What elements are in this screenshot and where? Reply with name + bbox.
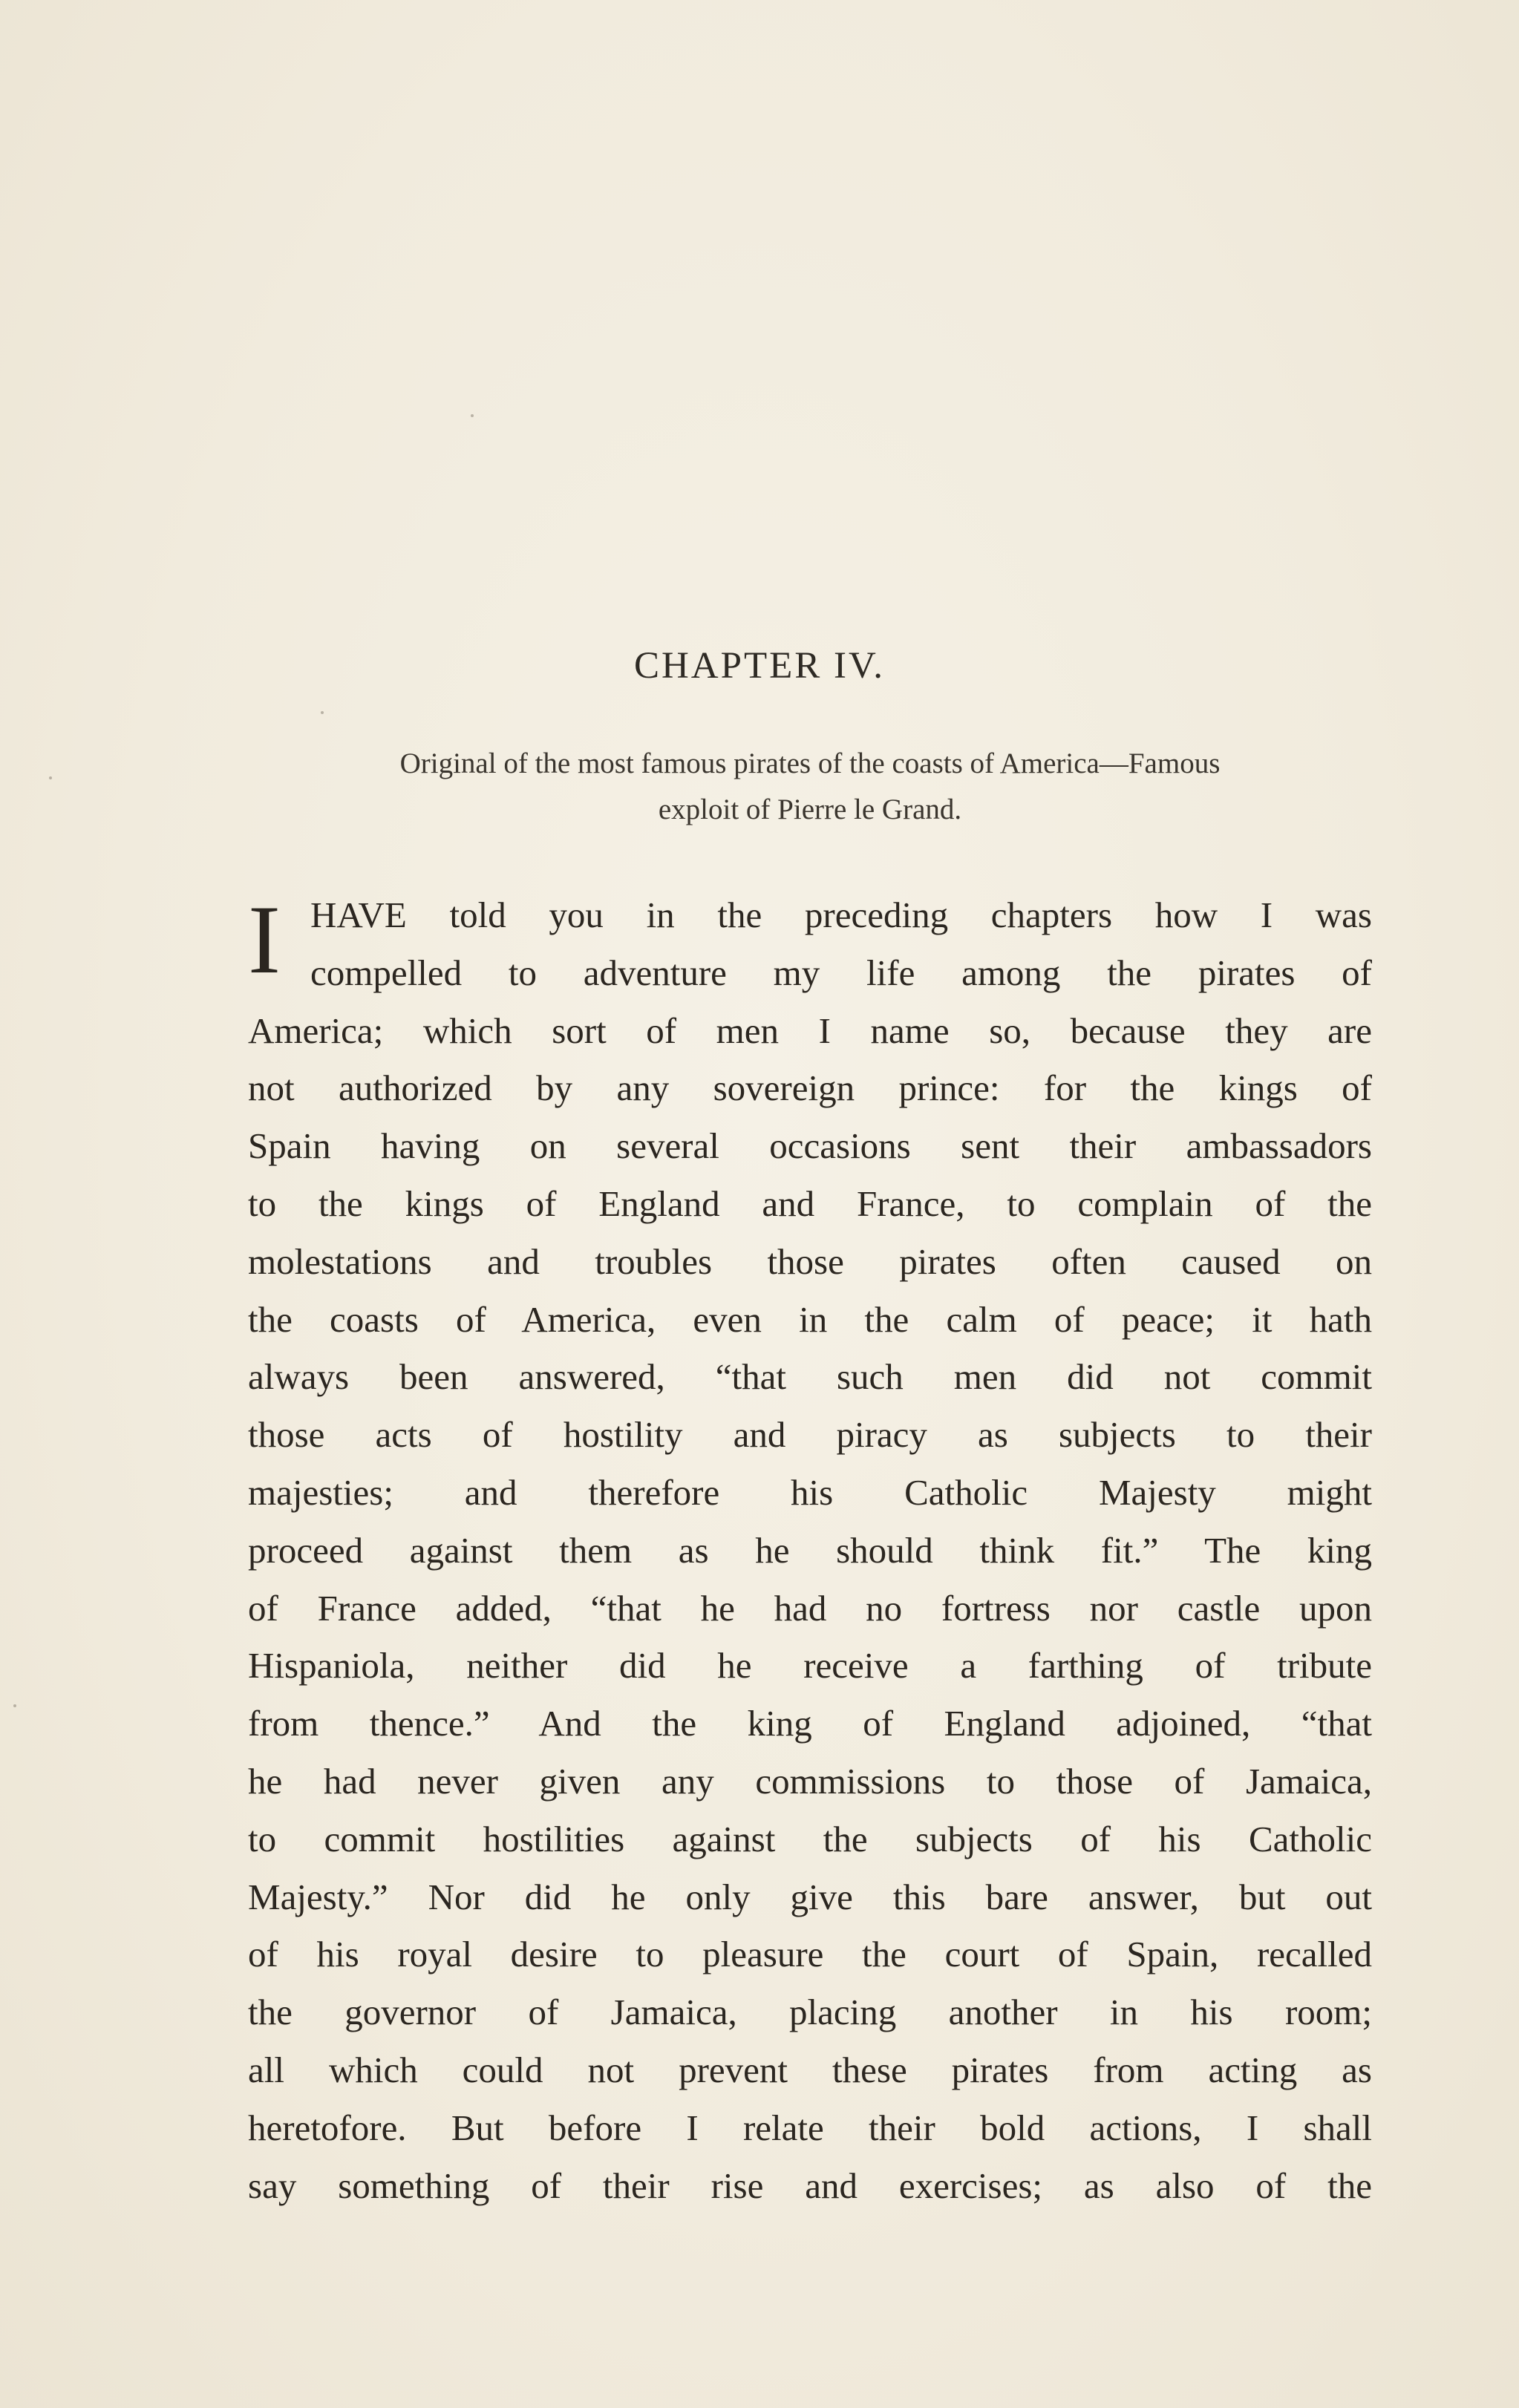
text-line: majesties; and therefore his Catholic Majesty might <box>248 1471 1372 1513</box>
drop-cap: I <box>248 885 281 994</box>
text-line: compelled to adventure my life among the pirates of <box>310 952 1372 993</box>
text-line: say something of their rise and exercises; as also of the <box>248 2165 1372 2206</box>
paper-speck <box>471 414 474 417</box>
text-line: proceed against them as he should think fit.” The king <box>248 1529 1372 1571</box>
text-line: to the kings of England and France, to complain of the <box>248 1182 1372 1224</box>
text-line: Spain having on several occasions sent their ambassadors <box>248 1125 1372 1167</box>
text-line: not authorized by any sovereign prince: for the kings of <box>248 1067 1372 1109</box>
paper-speck <box>13 1704 16 1707</box>
text-line: Majesty.” Nor did he only give this bare answer, but out <box>248 1876 1372 1917</box>
text-line: those acts of hostility and piracy as subjects to their <box>248 1414 1372 1456</box>
text-line: of his royal desire to pleasure the court of Spain, recalled <box>248 1934 1372 1975</box>
text-line: to commit hostilities against the subjects of his Catholic <box>248 1818 1372 1859</box>
text-line: from thence.” And the king of England adjoined, “that <box>248 1703 1372 1744</box>
chapter-title: CHAPTER IV. <box>633 645 886 687</box>
chapter-summary <box>248 741 1372 833</box>
body-text <box>248 886 1372 2214</box>
chapter-summary-line: exploit of Pierre le Grand. <box>658 794 962 825</box>
text-line: of France added, “that he had no fortress nor castle upon <box>248 1587 1372 1629</box>
paper-speck <box>49 776 52 779</box>
text-line: Hispaniola, neither did he receive a farthing of tribute <box>248 1645 1372 1686</box>
text-line: molestations and troubles those pirates often caused on <box>248 1240 1372 1282</box>
text-line: HAVE told you in the preceding chapters how I was <box>310 894 1372 935</box>
paper-speck <box>321 711 324 714</box>
text-line: America; which sort of men I name so, because they are <box>248 1010 1372 1051</box>
chapter-summary-line: Original of the most famous pirates of the coasts of America—Famous <box>399 747 1221 779</box>
text-line: he had never given any commissions to those of Jamaica, <box>248 1760 1372 1802</box>
text-line: all which could not prevent these pirates from acting as <box>248 2049 1372 2090</box>
text-line: heretofore. But before I relate their bold actions, I shall <box>248 2107 1372 2148</box>
text-line: the governor of Jamaica, placing another in his room; <box>248 1992 1372 2033</box>
text-line: always been answered, “that such men did not commit <box>248 1356 1372 1398</box>
text-line: the coasts of America, even in the calm of peace; it hath <box>248 1298 1372 1340</box>
